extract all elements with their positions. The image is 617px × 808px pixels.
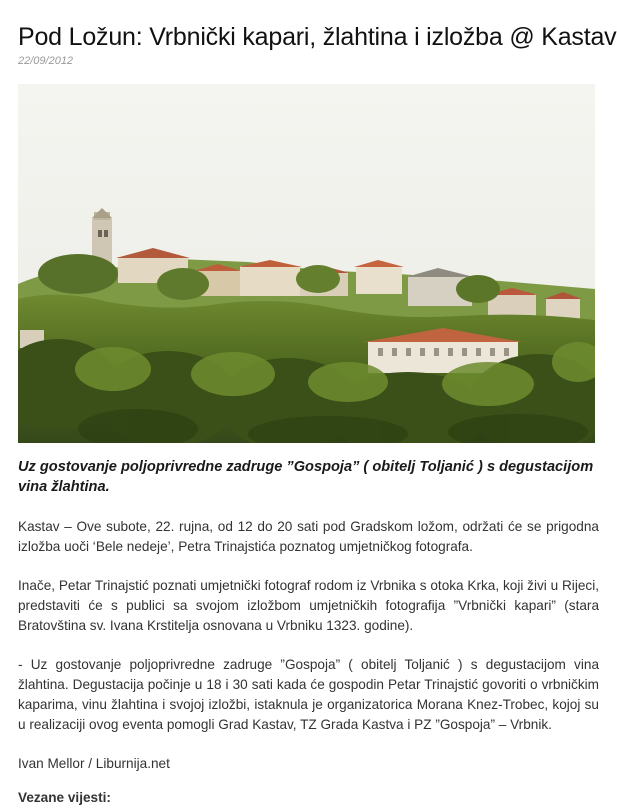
paragraph-2: Inače, Petar Trinajstić poznati umjetnički fotograf rodom iz Vrbnika s otoka Krka, koji živi u Rijeci, predstaviti će s publici sa svojom izložbom umjetničkih fotografija ”Vrbnički kapari” (stara Bratovština sv. Ivana Krstitelja osnovana u Vrbniku 1323. godine). — [18, 578, 599, 633]
related-news-heading: Vezane vijesti: — [18, 790, 111, 805]
article-photo — [18, 84, 595, 443]
article-title[interactable]: Pod Ložun: Vrbnički kapari, žlahtina i izložba @ Kastav — [18, 23, 617, 51]
paragraph-3: - Uz gostovanje poljoprivredne zadruge ”Gospoja” ( obitelj Toljanić ) s degustacijom vina žlahtina. Degustacija počinje u 18 i 30 sati kada će gospodin Petar Trinajstić govoriti o vrbničkim kaparima, vinu žlahtina i svojoj izložbi, istaknula je organizatorica Morana Knez-Trobec, kojoj su u realizaciji ovog eventa pomogli Grad Kastav, TZ Grada Kastva i PZ ”Gospoja” – Vrbnik. — [18, 657, 599, 732]
article-date: 22/09/2012 — [18, 55, 74, 67]
paragraph-1: Kastav – Ove subote, 22. rujna, od 12 do 20 sati pod Gradskom ložom, održati će se prigodna izložba uoči ‘Bele nedeje’, Petra Trinajstića poznatog umjetničkog fotografa. — [18, 519, 599, 554]
image-caption: Uz gostovanje poljoprivredne zadruge ”Gospoja” ( obitelj Toljanić ) s degustacijom vina žlahtina. — [18, 459, 594, 495]
author-signature: Ivan Mellor / Liburnija.net — [18, 756, 170, 771]
